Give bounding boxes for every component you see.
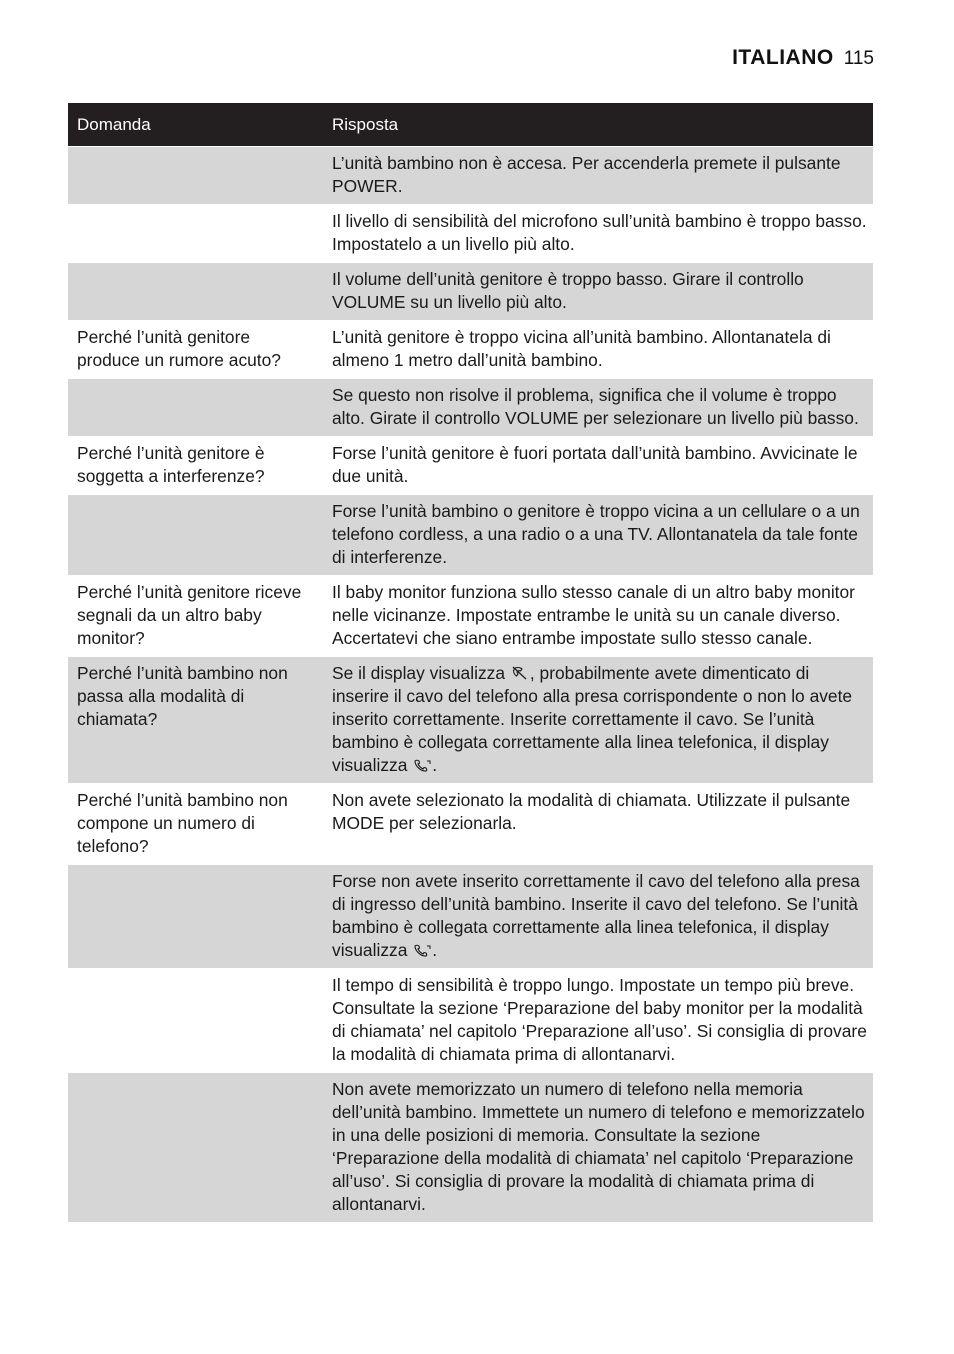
language-label: ITALIANO xyxy=(732,46,834,69)
answer-cell: L’unità bambino non è accesa. Per accenderla premete il pulsante POWER. xyxy=(324,146,873,204)
table-row xyxy=(68,656,873,783)
table-row xyxy=(68,494,873,575)
table-row xyxy=(68,783,873,864)
answer-text: . xyxy=(432,940,438,960)
column-header-question: Domanda xyxy=(68,103,324,146)
question-cell: Perché l’unità genitore è soggetta a interferenze? xyxy=(68,436,324,494)
table-row xyxy=(68,864,873,968)
answer-cell: Forse l’unità bambino o genitore è troppo vicina a un cellulare o a un telefono cordless, a una radio o a una TV. Allontanatela da tale fonte di interferenze. xyxy=(324,494,873,575)
question-cell xyxy=(68,864,324,968)
answer-cell: Il tempo di sensibilità è troppo lungo. Impostate un tempo più breve. Consultate la sezione ‘Preparazione del baby monitor per la modalità di chiamata’ nel capitolo ‘Preparazione all’uso’. Si consiglia di provare la modalità di chiamata prima di allontanarvi. xyxy=(324,968,873,1072)
answer-cell: Non avete memorizzato un numero di telefono nella memoria dell’unità bambino. Immettete un numero di telefono e memorizzatelo in una delle posizioni di memoria. Consultate la sezione ‘Preparazione della modalità di chiamata’ nel capitolo ‘Preparazione all’uso’. Si consiglia di provare la modalità di chiamata prima di allontanarvi. xyxy=(324,1072,873,1222)
question-cell: Perché l’unità bambino non passa alla modalità di chiamata? xyxy=(68,656,324,783)
question-cell: Perché l’unità genitore produce un rumore acuto? xyxy=(68,320,324,378)
table-row xyxy=(68,1072,873,1222)
answer-text: . xyxy=(432,755,438,775)
question-cell xyxy=(68,262,324,320)
page-header xyxy=(732,46,874,70)
table-row xyxy=(68,968,873,1072)
page-number: 115 xyxy=(843,48,874,69)
question-cell xyxy=(68,146,324,204)
table-row xyxy=(68,262,873,320)
troubleshooting-table xyxy=(68,103,873,1222)
table-row xyxy=(68,204,873,262)
answer-cell: Se questo non risolve il problema, significa che il volume è troppo alto. Girate il controllo VOLUME per selezionare un livello più basso. xyxy=(324,378,873,436)
table-row xyxy=(68,320,873,378)
table-row xyxy=(68,575,873,656)
table-row xyxy=(68,436,873,494)
table-row xyxy=(68,378,873,436)
phone-connected-icon xyxy=(413,943,431,957)
answer-cell: L’unità genitore è troppo vicina all’unità bambino. Allontanatela di almeno 1 metro dall’unità bambino. xyxy=(324,320,873,378)
question-cell xyxy=(68,968,324,1072)
phone-disconnected-icon xyxy=(511,666,529,680)
question-cell xyxy=(68,1072,324,1222)
question-cell xyxy=(68,378,324,436)
answer-cell xyxy=(324,656,873,783)
question-cell xyxy=(68,494,324,575)
table-row xyxy=(68,146,873,204)
question-cell: Perché l’unità bambino non compone un numero di telefono? xyxy=(68,783,324,864)
question-cell xyxy=(68,204,324,262)
answer-cell: Il volume dell’unità genitore è troppo basso. Girare il controllo VOLUME su un livello più alto. xyxy=(324,262,873,320)
table-header-row xyxy=(68,103,873,146)
answer-text: Forse non avete inserito correttamente il cavo del telefono alla presa di ingresso dell’unità bambino. Inserite il cavo del telefono. Se l’unità bambino è collegata correttamente alla linea telefonica, il display visualizza xyxy=(332,871,860,960)
answer-cell: Non avete selezionato la modalità di chiamata. Utilizzate il pulsante MODE per selezionarla. xyxy=(324,783,873,864)
answer-cell: Il baby monitor funziona sullo stesso canale di un altro baby monitor nelle vicinanze. Impostate entrambe le unità su un canale diverso. Accertatevi che siano entrambe impostate sullo stesso canale. xyxy=(324,575,873,656)
answer-text: , probabilmente avete dimenticato di inserire il cavo del telefono alla presa corrispondente o non lo avete inserito correttamente. Inserite correttamente il cavo. Se l’unità bambino è collegata correttamente alla linea telefonica, il display visualizza xyxy=(332,663,853,775)
answer-text: Se il display visualizza xyxy=(332,663,510,683)
column-header-answer: Risposta xyxy=(324,103,873,146)
phone-connected-icon xyxy=(413,758,431,772)
question-cell: Perché l’unità genitore riceve segnali da un altro baby monitor? xyxy=(68,575,324,656)
answer-cell: Forse l’unità genitore è fuori portata dall’unità bambino. Avvicinate le due unità. xyxy=(324,436,873,494)
answer-cell xyxy=(324,864,873,968)
answer-cell: Il livello di sensibilità del microfono sull’unità bambino è troppo basso. Impostatelo a un livello più alto. xyxy=(324,204,873,262)
